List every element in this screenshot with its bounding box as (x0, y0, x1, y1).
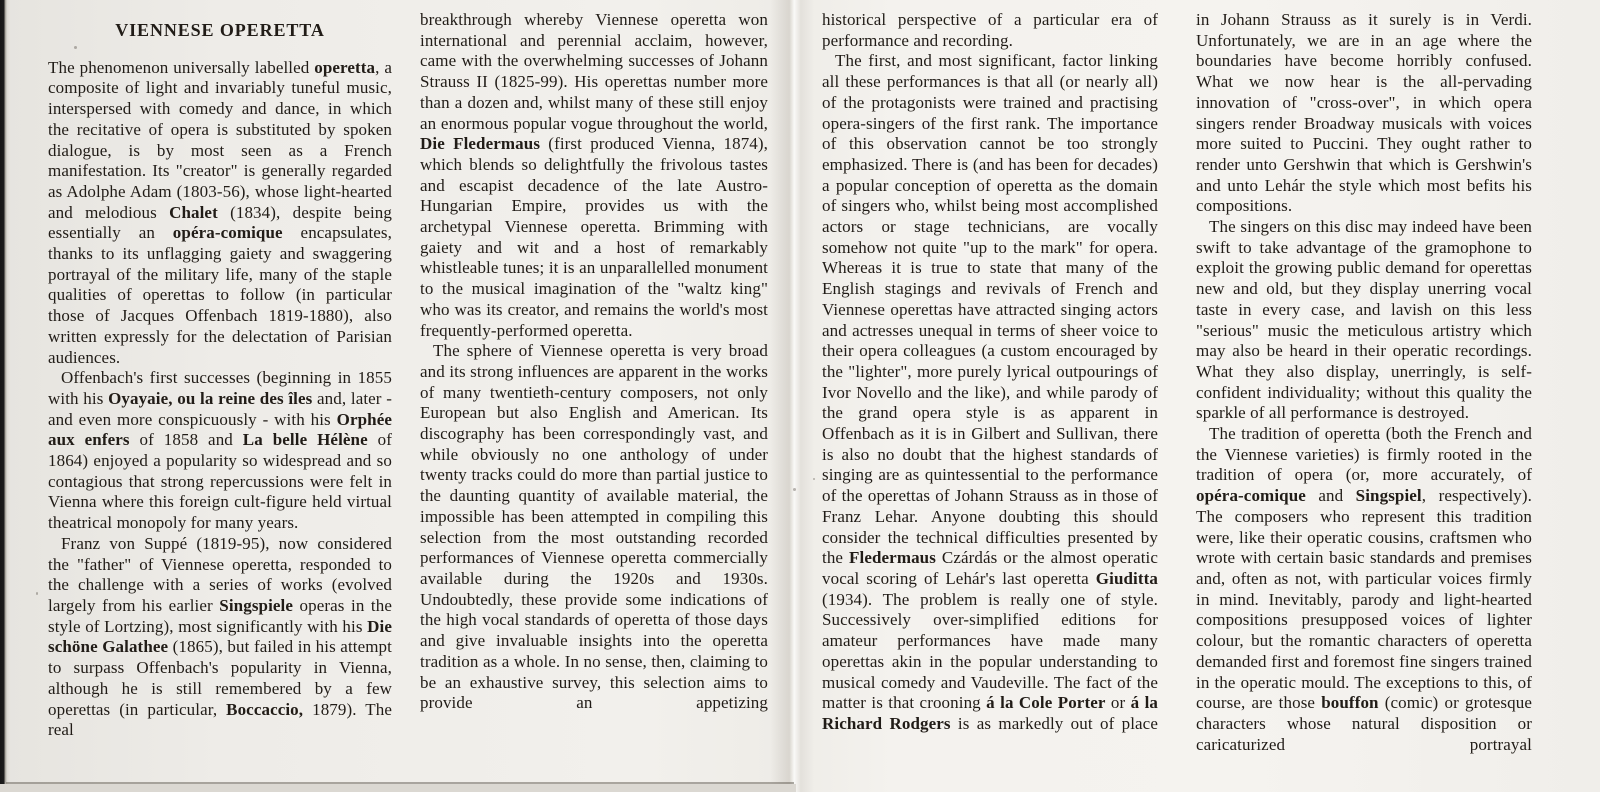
paragraph: The singers on this disc may indeed have been swift to take advantage of the gramophone to exploit the growing public demand for operettas new and old, but they display unerring vocal taste in every case, and lavish on this less "serious" music the meticulous artistry which may also be heard in their operatic recordings. What they also display, unerringly, is self-confident individuality; without this quality the sparkle of all performance is destroyed. (1196, 217, 1532, 423)
paragraph: The sphere of Viennese operetta is very broad and its strong influences are apparent in the works of many twentieth-century composers, not only European but also English and American. Its discography has been correspondingly vast, and while obviously no one anthology of under twenty tracks could do more than partial justice to the daunting quantity of available material, the impossible has been attempted in compiling this selection from the most outstanding recorded performances of Viennese operetta commercially available during the 1920s and 1930s. Undoubtedly, these provide some indications of the high vocal standards of operetta of those days and give invaluable insights into the operetta tradition as a whole. In no sense, then, claiming to be an exhaustive survey, this selection aims to provide an appetizing (420, 341, 768, 713)
paragraph: The first, and most significant, factor linking all these performances is that all (or nearly all) of the protagonists were trained and practising opera-singers of the first rank. The importance of this observation cannot be too strongly emphasized. There is (and has been for decades) a popular conception of operetta as the domain of singers who, whilst being most accomplished actors or stage technicians, are vocally somehow not quite "up to the mark" for opera. Whereas it is true to state that many of the English stagings and revivals of French and Viennese operettas have attracted singing actors and actresses unequal in terms of sheer voice to their opera colleagues (a custom encouraged by the "lighter", more purely lyrical outpourings of Ivor Novello and the like), and while parody of the grand opera style is as apparent in Offenbach as it is in Gilbert and Sullivan, there is also no doubt that the highest standards of singing are as quintessential to the performance of the operettas of Johann Strauss as in those of Franz Lehar. Anyone doubting this should consider the technical difficulties presented by the Fledermaus Czárdás or the almost operatic vocal scoring of Lehár's last operetta Giuditta (1934). The problem is really one of style. Successively over-simplified editions for amateur performances have made many operettas akin in the popular understanding to musical comedy and Vaudeville. The fact of the matter is that crooning á la Cole Porter or á la Richard Rodgers is as markedly out of place (822, 51, 1158, 733)
dust-speck (813, 478, 815, 480)
page-title: VIENNESE OPERETTA (115, 20, 325, 40)
dust-speck (74, 46, 77, 49)
paragraph: historical perspective of a particular era of performance and recording. (822, 10, 1158, 50)
paragraph: in Johann Strauss as it surely is in Verdi. Unfortunately, we are in an age where the boundaries have become horribly confused. What we now hear is the all-pervading innovation of "cross-over", in which opera singers render Broadway musicals with voices more suited to Puccini. They ought rather to render unto Gershwin that which is Gershwin's and unto Lehár the style which most befits his compositions. (1196, 10, 1532, 216)
paragraph: Offenbach's first successes (beginning in 1855 with his Oyayaie, ou la reine des îles and, later - and even more conspicuously - with his Orphée aux enfers of 1858 and La belle Hélène of 1864) enjoyed a popularity so widespread and so contagious that strong repercussions were felt in Vienna where this foreign cult-figure held virtual theatrical monopoly for many years. (48, 368, 392, 533)
dust-speck (36, 592, 38, 595)
paragraph: The phenomenon universally labelled operetta, a composite of light and invariably tuneful music, interspersed with comedy and dance, in which the recitative of opera is substituted by spoken dialogue, is by most seen as a French manifestation. Its "creator" is generally regarded as Adolphe Adam (1803-56), whose light-hearted and melodious Chalet (1834), despite being essentially an opéra-comique encapsulates, thanks to its unflagging gaiety and swaggering portrayal of the military life, many of the staple qualities of operettas to follow (in particular those of Jacques Offenbach 1819-1880), also written expressly for the delectation of Parisian audiences. (48, 57, 392, 367)
page-left-edge (0, 0, 10, 792)
page-bottom-shade (0, 784, 796, 792)
page-bottom-edge (6, 782, 794, 784)
text-column-2 (420, 10, 768, 792)
dust-speck (793, 488, 796, 491)
text-column-1 (48, 10, 392, 792)
page-fold-crease (770, 0, 814, 792)
text-column-3 (822, 10, 1158, 792)
paragraph: The tradition of operetta (both the French and the Viennese varieties) is firmly rooted in the tradition of opera (or, more accurately, of opéra-comique and Singspiel, respectively). The composers who represent this tradition were, like their operatic cousins, craftsmen who wrote with certain basic standards and premises and, often as not, with particular voices firmly in mind. Inevitably, parody and light-hearted compositions presupposed voices of lighter colour, but the romantic characters of operetta demanded first and foremost fine singers trained in the operatic mould. The exceptions to this, of course, are those bouffon (comic) or grotesque characters whose natural disposition or caricaturized portrayal (1196, 424, 1532, 754)
paragraph: Franz von Suppé (1819-95), now considered the "father" of Viennese operetta, responded to the challenge with a series of works (evolved largely from his earlier Singspiele operas in the style of Lortzing), most significantly with his Die schöne Galathee (1865), but failed in his attempt to surpass Offenbach's popularity in Vienna, although he is still remembered by a few operettas (in particular, Boccaccio, 1879). The real (48, 533, 392, 740)
paragraph: breakthrough whereby Viennese operetta won international and perennial acclaim, however, came with the overwhelming successes of Johann Strauss II (1825-99). His operettas number more than a dozen and, whilst many of these still enjoy an enormous popular vogue throughout the world, Die Fledermaus (first produced Vienna, 1874), which blends so delightfully the frivolous tastes and escapist decadence of the late Austro-Hungarian Empire, provides us with the archetypal Viennese operetta. Brimming with gaiety and wit and a host of remarkably whistleable tunes; it is an unparallelled monument to the musical imagination of the "waltz king" who was its creator, and remains the world's most frequently-performed operetta. (420, 10, 768, 340)
text-column-4 (1196, 10, 1532, 792)
